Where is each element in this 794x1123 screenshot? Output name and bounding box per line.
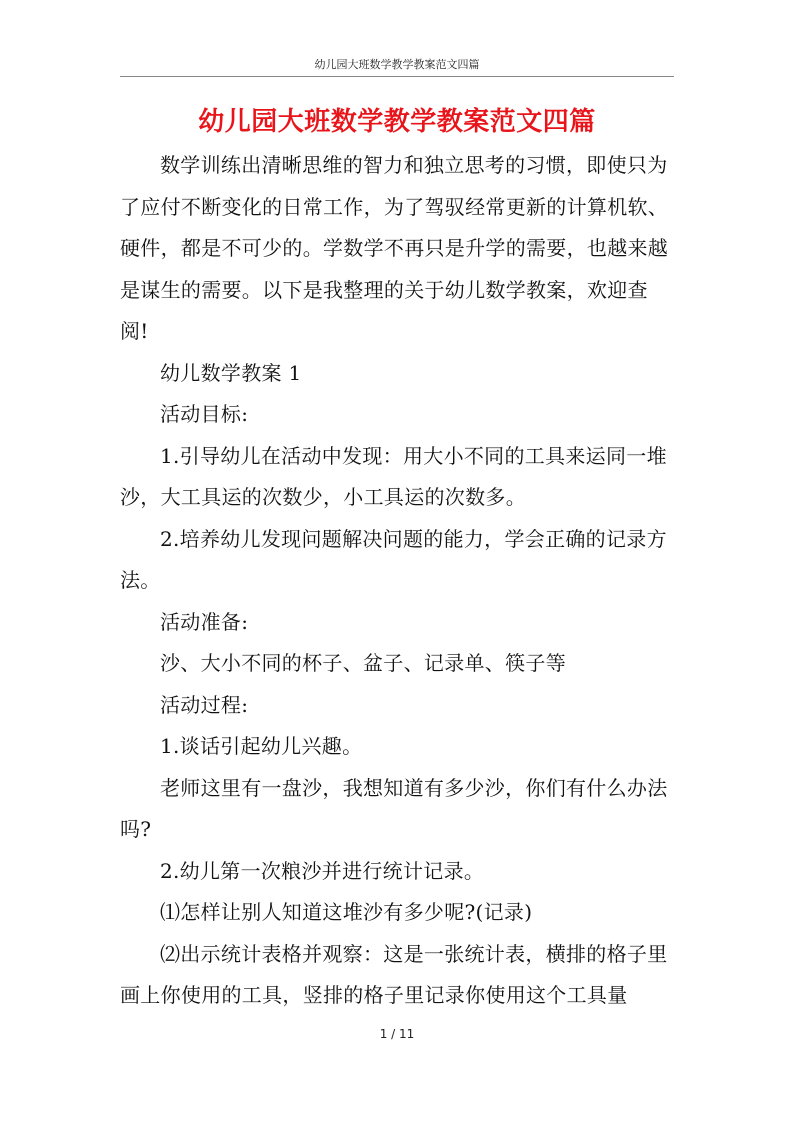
goal-item-1: 1.引导幼儿在活动中发现：用大小不同的工具来运同一堆沙，大工具运的次数少，小工具运的次数多。 (120, 443, 667, 509)
header-divider (120, 76, 674, 77)
heading-activity-preparation: 活动准备: (160, 609, 249, 634)
goal-item-2: 2.培养幼儿发现问题解决问题的能力，学会正确的记录方法。 (120, 526, 667, 592)
process-step-1: 1.谈话引起幼儿兴趣。 (160, 734, 363, 758)
document-title: 幼儿园大班数学教学教案范文四篇 (198, 107, 596, 137)
intro-paragraph: 数学训练出清晰思维的智力和独立思考的习惯，即使只为了应付不断变化的日常工作，为了驾驭经常更新的计算机软、硬件，都是不可少的。学数学不再只是升学的需要，也越来越是谋生的需要。以下是我整理的关于幼儿数学教案，欢迎查阅! (120, 153, 669, 343)
process-substep-1: ⑴怎样让别人知道这堆沙有多少呢?(记录) (160, 900, 533, 924)
preparation-materials: 沙、大小不同的杯子、盆子、记录单、筷子等 (160, 651, 566, 675)
process-step-1-detail: 老师这里有一盘沙，我想知道有多少沙，你们有什么办法吗? (120, 775, 668, 841)
document-body (120, 145, 676, 1017)
running-header: 幼儿园大班数学教学教案范文四篇 (314, 58, 480, 71)
heading-activity-goals: 活动目标: (160, 402, 249, 426)
page-number: 1 / 11 (379, 1027, 415, 1041)
section-heading-lesson-1: 幼儿数学教案 1 (160, 360, 302, 385)
heading-activity-process: 活动过程: (160, 692, 249, 717)
process-step-2: 2.幼儿第一次粮沙并进行统计记录。 (160, 858, 485, 883)
process-substep-2: ⑵出示统计表格并观察：这是一张统计表，横排的格子里画上你使用的工具，竖排的格子里记录你使用这个工具量 (120, 941, 668, 1007)
